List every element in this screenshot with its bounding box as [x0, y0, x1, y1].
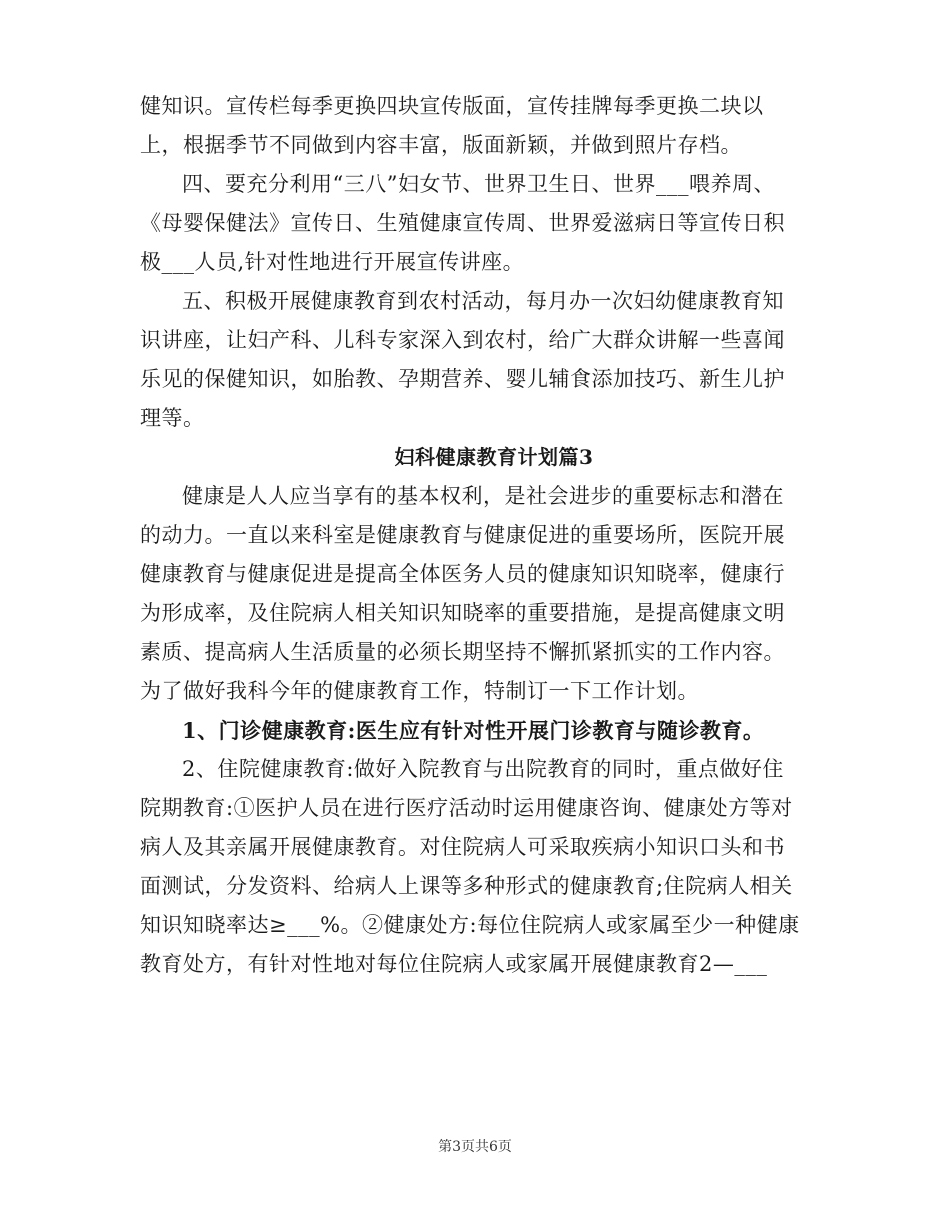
text-line: 素质、提高病人生活质量的必须长期坚持不懈抓紧抓实的工作内容。	[140, 640, 785, 664]
text-line: 健康教育与健康促进是提高全体医务人员的健康知识知晓率，健康行	[140, 562, 785, 586]
text-line: 1、门诊健康教育:医生应有针对性开展门诊教育与随诊教育。	[182, 718, 765, 743]
paragraph-continuation	[140, 87, 808, 165]
text-line: 院期教育:①医护人员在进行医疗活动时运用健康咨询、健康处方等对	[140, 796, 793, 820]
text-line: 健康是人人应当享有的基本权利，是社会进步的重要标志和潜在	[182, 484, 784, 508]
paragraph-item-four	[140, 165, 808, 282]
text-line: 面测试，分发资料、给病人上课等多种形式的健康教育;住院病人相关	[140, 874, 793, 898]
text-line: 四、要充分利用“三八”妇女节、世界卫生日、世界___喂养周、	[182, 172, 775, 196]
paragraph-item-five	[140, 282, 808, 438]
text-line: 教育处方，有针对性地对每位住院病人或家属开展健康教育2—___	[140, 952, 768, 976]
section-heading: 妇科健康教育计划篇3	[394, 445, 594, 469]
page-number: 第3页共6页	[438, 1139, 512, 1155]
text-line: 病人及其亲属开展健康教育。对住院病人可采取疾病小知识口头和书	[140, 835, 785, 859]
text-line: 的动力。一直以来科室是健康教育与健康促进的重要场所，医院开展	[140, 523, 785, 547]
paragraph-intro	[140, 477, 808, 711]
text-line: 乐见的保健知识，如胎教、孕期营养、婴儿辅食添加技巧、新生儿护	[140, 367, 785, 391]
paragraph-inpatient	[140, 750, 808, 984]
text-line: 上，根据季节不同做到内容丰富，版面新颖，并做到照片存档。	[140, 133, 742, 157]
paragraph-outpatient	[140, 711, 808, 750]
text-line: 《母婴保健法》宣传日、生殖健康宣传周、世界爱滋病日等宣传日积	[140, 211, 785, 235]
text-line: 理等。	[140, 406, 205, 430]
text-line: 五、积极开展健康教育到农村活动，每月办一次妇幼健康教育知	[182, 289, 784, 313]
text-line: 知识知晓率达≥___%。②健康处方:每位住院病人或家属至少一种健康	[140, 913, 800, 937]
text-line: 识讲座，让妇产科、儿科专家深入到农村，给广大群众讲解一些喜闻	[140, 328, 785, 352]
text-line: 极___人员,针对性地进行开展宣传讲座。	[140, 250, 525, 274]
text-line: 为了做好我科今年的健康教育工作，特制订一下工作计划。	[140, 679, 699, 703]
text-line: 2、住院健康教育:做好入院教育与出院教育的同时，重点做好住	[182, 757, 784, 781]
text-line: 健知识。宣传栏每季更换四块宣传版面，宣传挂牌每季更换二块以	[140, 94, 764, 118]
text-line: 为形成率，及住院病人相关知识知晓率的重要措施，是提高健康文明	[140, 601, 785, 625]
body-text	[140, 87, 808, 984]
